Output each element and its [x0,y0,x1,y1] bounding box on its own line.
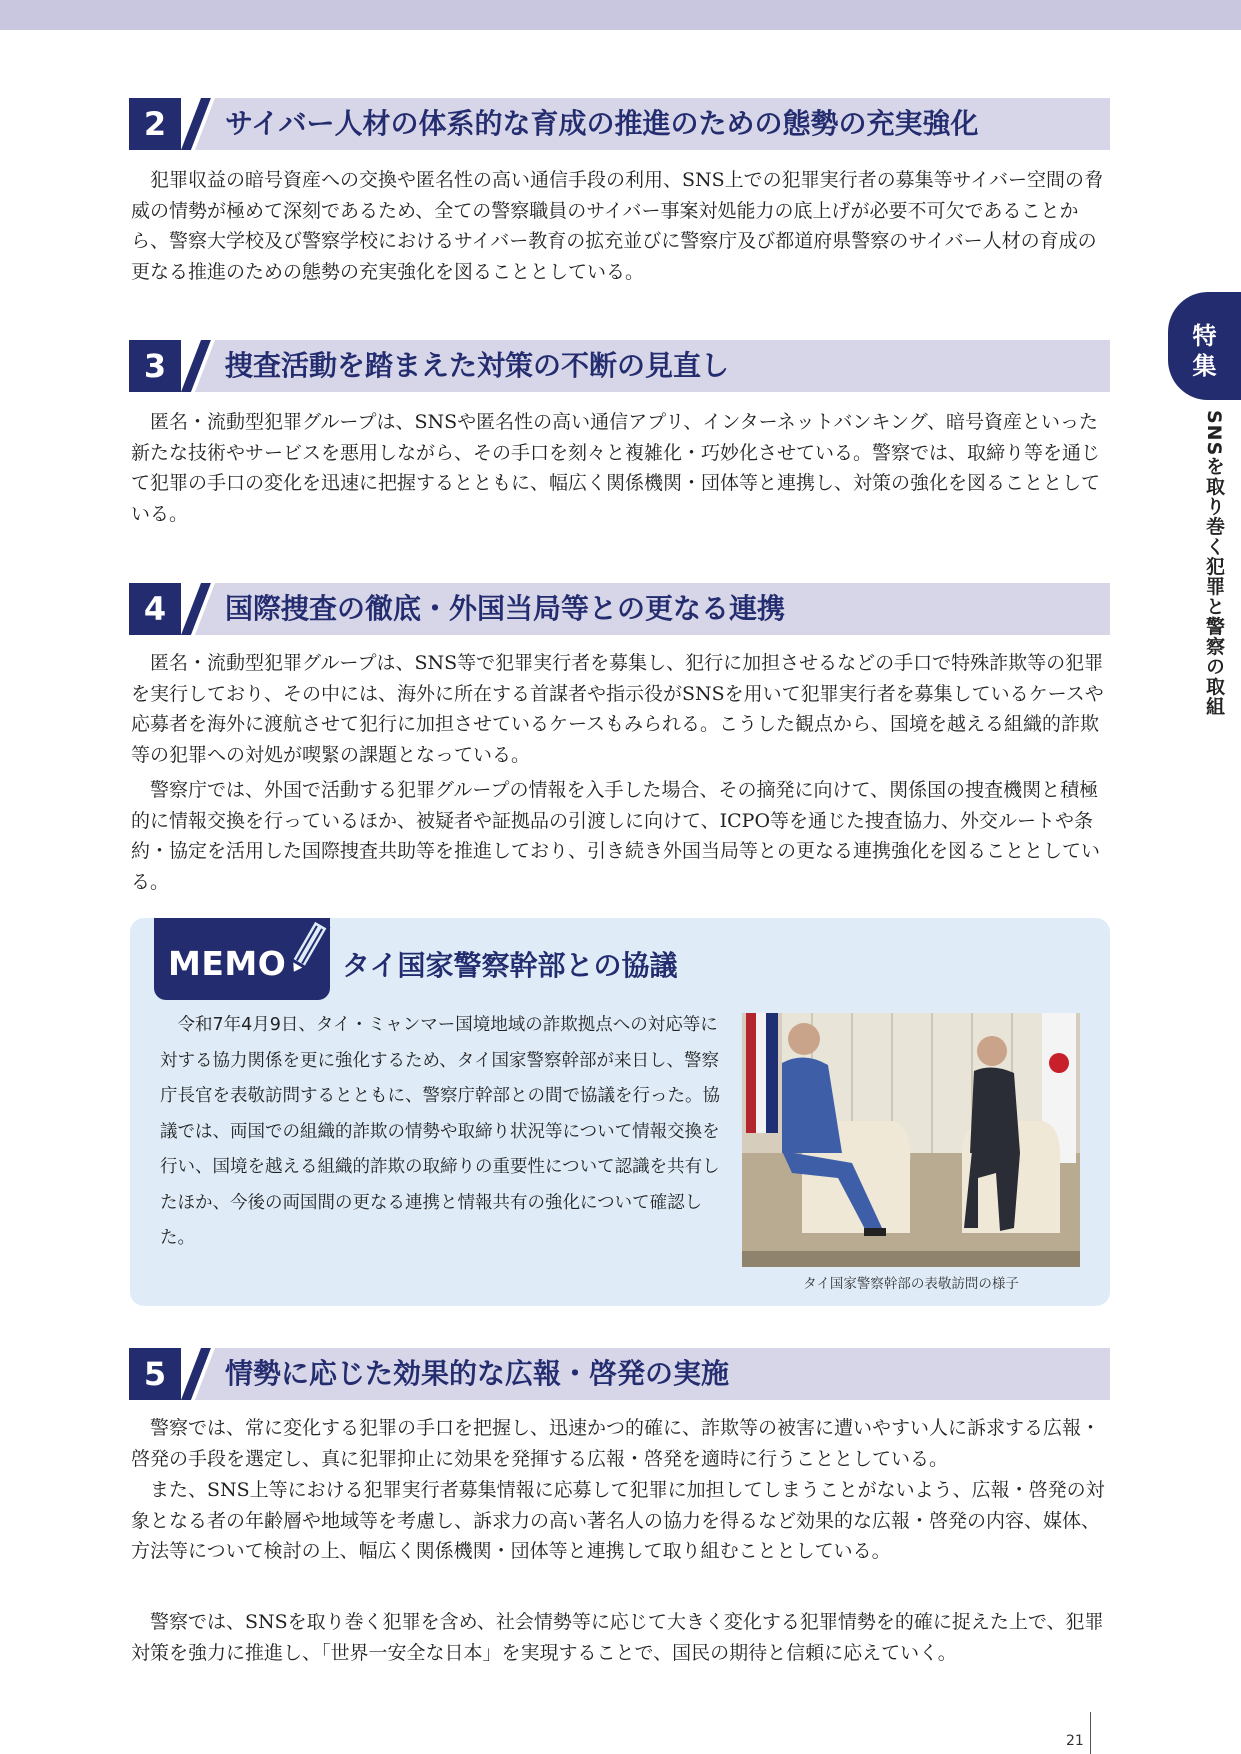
section-2-paragraph: 犯罪収益の暗号資産への交換や匿名性の高い通信手段の利用、SNS上での犯罪実行者の募集等サイバー空間の脅威の情勢が極めて深刻であるため、全ての警察職員のサイバー事案対処能力の底上げが必要不可欠であることから、警察大学校及び警察学校におけるサイバー教育の拡充並びに警察庁及び都道府県警察のサイバー人材の育成の更なる推進のための態勢の充実強化を図ることとしている。 [131,169,1103,283]
section-title: 情勢に応じた効果的な広報・啓発の実施 [225,1357,730,1390]
section-5-paragraph-1: 警察では、常に変化する犯罪の手口を把握し、迅速かつ的確に、詐欺等の被害に遭いやすい人に訴求する広報・啓発の手段を選定し、真に犯罪抑止に効果を発揮する広報・啓発を適時に行うこととしている。 [131,1417,1101,1470]
section-number: 3 [129,340,181,392]
section-number: 2 [129,98,181,150]
slash-decoration-icon [181,1348,215,1400]
memo-title: タイ国家警察幹部との協議 [342,949,678,982]
section-4-paragraph-1: 匿名・流動型犯罪グループは、SNS等で犯罪実行者を募集し、犯行に加担させるなどの手口で特殊詐欺等の犯罪を実行しており、その中には、海外に所在する首謀者や指示役がSNSを用いて犯罪実行者を募集しているケースや応募者を海外に渡航させて犯行に加担させているケースもみられる。こうした観点から、国境を越える組織的詐欺等の犯罪への対処が喫緊の課題となっている。 [131,652,1104,766]
page-number: 21 [1066,1733,1084,1749]
slash-decoration-icon [181,98,215,150]
section-number: 5 [129,1348,181,1400]
section-5-heading [129,1348,1110,1400]
special-feature-tab [1168,292,1241,400]
page-rule [1090,1712,1091,1754]
section-2-heading [129,98,1110,150]
section-title: 国際捜査の徹底・外国当局等との更なる連携 [225,592,786,625]
side-tab-char-1: 特 [1192,322,1217,350]
photo-caption: タイ国家警察幹部の表敬訪問の様子 [803,1276,1019,1292]
section-3-heading [129,340,1110,392]
pencil-icon [282,918,332,980]
section-title: 捜査活動を踏まえた対策の不断の見直し [225,349,730,382]
memo-label: MEMO [168,944,287,983]
section-number: 4 [129,583,181,635]
slash-decoration-icon [181,340,215,392]
section-5-paragraph-2: また、SNS上等における犯罪実行者募集情報に応募して犯罪に加担してしまうことがないよう、広報・啓発の対象となる者の年齢層や地域等を考慮し、訴求力の高い著名人の協力を得るなど効果的な広報・啓発の内容、媒体、方法等について検討の上、幅広く関係機関・団体等と連携して取り組むこととしている。 [131,1479,1105,1562]
section-title: サイバー人材の体系的な育成の推進のための態勢の充実強化 [225,107,979,140]
closing-paragraph: 警察では、SNSを取り巻く犯罪を含め、社会情勢等に応じて大きく変化する犯罪情勢を的確に捉えた上で、犯罪対策を強力に推進し、「世界一安全な日本」を実現することで、国民の期待と信頼に応えていく。 [131,1611,1104,1664]
slash-decoration-icon [181,583,215,635]
side-vertical-label: SNSを取り巻く犯罪と警察の取組 [1203,410,1225,717]
section-3-paragraph: 匿名・流動型犯罪グループは、SNSや匿名性の高い通信アプリ、インターネットバンキング、暗号資産といった新たな技術やサービスを悪用しながら、その手口を刻々と複雑化・巧妙化させている。警察では、取締り等を通じて犯罪の手口の変化を迅速に把握するとともに、幅広く関係機関・団体等と連携し、対策の強化を図ることとしている。 [131,411,1101,525]
top-color-band [0,0,1241,30]
side-tab-char-2: 集 [1192,352,1217,380]
section-4-heading [129,583,1110,635]
section-4-paragraph-2: 警察庁では、外国で活動する犯罪グループの情報を入手した場合、その摘発に向けて、関係国の捜査機関と積極的に情報交換を行っているほか、被疑者や証拠品の引渡しに向けて、ICPO等を通じた捜査協力、外交ルートや条約・協定を活用した国際捜査共助等を推進しており、引き続き外国当局等との更なる連携強化を図ることとしている。 [131,779,1101,893]
memo-body: 令和7年4月9日、タイ・ミャンマー国境地域の詐欺拠点への対応等に対する協力関係を更に強化するため、タイ国家警察幹部が来日し、警察庁長官を表敬訪問するとともに、警察庁幹部との間で協議を行った。協議では、両国での組織的詐欺の情勢や取締り状況等について情報交換を行い、国境を越える組織的詐欺の取締りの重要性について認識を共有したほか、今後の両国間の更なる連携と情報共有の強化について確認した。 [160,1015,720,1248]
meeting-photo [742,1013,1080,1267]
